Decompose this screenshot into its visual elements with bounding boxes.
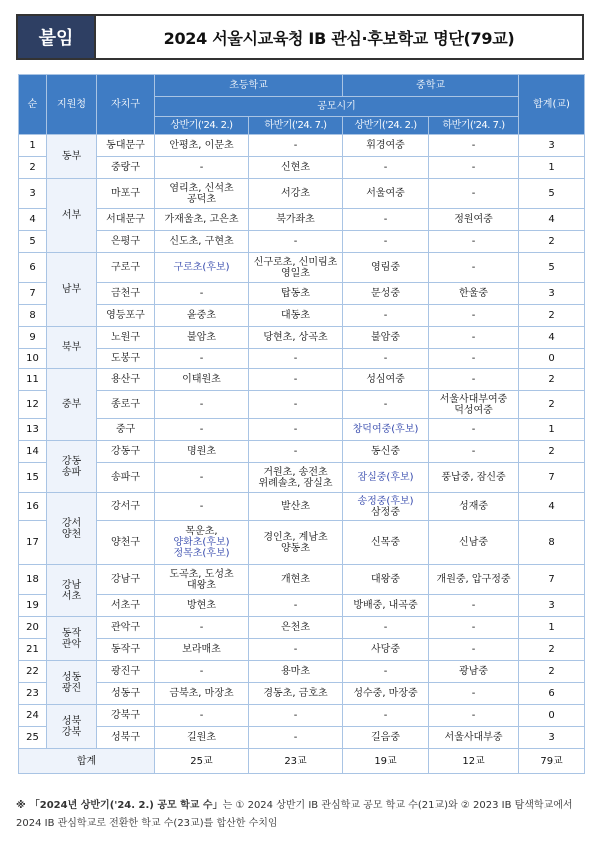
mid-h1-cell: - [343,349,429,369]
summary-elem-h1: 25교 [155,749,249,774]
header-recruit: 공모시기 [155,97,519,117]
elem-h1-cell: 구로초(후보) [155,253,249,283]
mid-h2-cell: 성재중 [429,493,519,521]
candidate-school: 양화초(후보) [173,537,230,548]
total-cell: 1 [519,617,585,639]
elem-h2-cell: - [249,727,343,749]
elem-h1-cell: - [155,705,249,727]
header-mid-h1: 상반기('24. 2.) [343,117,429,135]
district-cell: 중랑구 [97,157,155,179]
header-total: 합계(교) [519,75,585,135]
total-cell: 3 [519,595,585,617]
title-tag: 붙임 [18,16,96,58]
mid-h1-cell: - [343,661,429,683]
mid-h2-cell: - [429,369,519,391]
district-cell: 동대문구 [97,135,155,157]
total-cell: 2 [519,639,585,661]
mid-h1-cell: - [343,617,429,639]
header-district: 자치구 [97,75,155,135]
note-emphasis: 「2024년 상반기('24. 2.) 공모 학교 수」 [29,800,223,811]
mid-h2-cell: - [429,617,519,639]
total-cell: 5 [519,253,585,283]
row-no: 19 [19,595,47,617]
header-mid-h2: 하반기('24. 7.) [429,117,519,135]
elem-h1-cell: - [155,493,249,521]
mid-h2-cell: - [429,157,519,179]
total-cell: 3 [519,283,585,305]
mid-h1-cell: - [343,209,429,231]
row-no: 14 [19,441,47,463]
elem-h2-cell: 북가좌초 [249,209,343,231]
mid-h2-cell: - [429,305,519,327]
row-no: 7 [19,283,47,305]
summary-label: 합계 [19,749,155,774]
row-no: 25 [19,727,47,749]
total-cell: 4 [519,209,585,231]
office-cell: 중부 [47,369,97,441]
mid-h2-cell: 한울중 [429,283,519,305]
office-cell: 강서 양천 [47,493,97,565]
mid-h2-cell: - [429,639,519,661]
elem-h2-cell: 경인초, 계남초 양동초 [249,521,343,565]
elem-h2-cell: 신구로초, 신미림초 영일초 [249,253,343,283]
office-cell: 동작 관악 [47,617,97,661]
district-cell: 강북구 [97,705,155,727]
office-cell: 강남 서초 [47,565,97,617]
row-no: 22 [19,661,47,683]
elem-h2-cell: - [249,135,343,157]
row-no: 2 [19,157,47,179]
district-cell: 서대문구 [97,209,155,231]
elem-h1-cell [155,521,249,565]
district-cell: 성동구 [97,683,155,705]
district-cell: 관악구 [97,617,155,639]
elem-h1-cell: 금북초, 마장초 [155,683,249,705]
office-cell: 서부 [47,179,97,253]
header-elementary: 초등학교 [155,75,343,97]
elem-h2-cell: - [249,705,343,727]
mid-h2-cell: 정원여중 [429,209,519,231]
mid-h2-cell: - [429,441,519,463]
district-cell: 광진구 [97,661,155,683]
row-no: 18 [19,565,47,595]
row-no: 20 [19,617,47,639]
mid-h1-cell: 사당중 [343,639,429,661]
row-no: 8 [19,305,47,327]
mid-h2-cell: - [429,595,519,617]
header-elem-h1: 상반기('24. 2.) [155,117,249,135]
mid-h2-cell: - [429,419,519,441]
elem-h1-cell: 명원초 [155,441,249,463]
district-cell: 강남구 [97,565,155,595]
header-office: 지원청 [47,75,97,135]
elem-h2-cell: 신현초 [249,157,343,179]
mid-h1-cell: 방배중, 내곡중 [343,595,429,617]
mid-h1-cell: 신목중 [343,521,429,565]
elem-h2-cell: - [249,391,343,419]
row-no: 10 [19,349,47,369]
total-cell: 2 [519,661,585,683]
mid-h1-cell: 동신중 [343,441,429,463]
district-cell: 중구 [97,419,155,441]
district-cell: 도봉구 [97,349,155,369]
row-no: 11 [19,369,47,391]
mid-h2-cell: 개원중, 압구정중 [429,565,519,595]
elem-h2-cell: 발산초 [249,493,343,521]
elem-h1-cell: - [155,349,249,369]
elem-h2-cell: 대동초 [249,305,343,327]
total-cell: 7 [519,565,585,595]
district-cell: 노원구 [97,327,155,349]
district-cell: 양천구 [97,521,155,565]
mid-h2-cell: - [429,349,519,369]
district-cell: 성북구 [97,727,155,749]
mid-h2-cell: 서울사대부여중 덕성여중 [429,391,519,419]
mid-h2-cell: 광남중 [429,661,519,683]
total-cell: 4 [519,493,585,521]
district-cell: 구로구 [97,253,155,283]
row-no: 13 [19,419,47,441]
mid-h2-cell: - [429,705,519,727]
district-cell: 동작구 [97,639,155,661]
elem-h1-cell: - [155,661,249,683]
district-cell: 종로구 [97,391,155,419]
row-no: 16 [19,493,47,521]
candidate-school: 송정중(후보) [357,495,414,507]
mid-h2-cell: 신남중 [429,521,519,565]
row-no: 24 [19,705,47,727]
total-cell: 4 [519,327,585,349]
mid-h1-cell: 서울여중 [343,179,429,209]
elem-h1-cell: 윤중초 [155,305,249,327]
district-cell: 서초구 [97,595,155,617]
elem-h2-cell: 거원초, 송전초 위례솔초, 잠실초 [249,463,343,493]
mid-h1-cell: 문성중 [343,283,429,305]
district-cell: 용산구 [97,369,155,391]
mid-h1-cell: 창덕여중(후보) [343,419,429,441]
summary-mid-h1: 19교 [343,749,429,774]
office-cell: 강동 송파 [47,441,97,493]
elem-h1-cell: - [155,157,249,179]
office-cell: 북부 [47,327,97,369]
header-elem-h2: 하반기('24. 7.) [249,117,343,135]
mid-h1-cell: 휘경여중 [343,135,429,157]
elem-h1-cell: 도곡초, 도성초 대왕초 [155,565,249,595]
district-cell: 은평구 [97,231,155,253]
elem-h1-cell: 길원초 [155,727,249,749]
elem-h2-cell: - [249,369,343,391]
elem-h2-cell: - [249,419,343,441]
summary-elem-h2: 23교 [249,749,343,774]
total-cell: 0 [519,705,585,727]
elem-h1-cell: 방현초 [155,595,249,617]
summary-total: 79교 [519,749,585,774]
total-cell: 1 [519,419,585,441]
school-name: 목운초, [185,526,218,537]
total-cell: 2 [519,441,585,463]
district-cell: 강서구 [97,493,155,521]
elem-h2-cell: 당현초, 상곡초 [249,327,343,349]
elem-h1-cell: 이태원초 [155,369,249,391]
mid-h2-cell: 서울사대부중 [429,727,519,749]
elem-h2-cell: - [249,441,343,463]
mid-h1-cell: - [343,157,429,179]
mid-h1-cell: 성수중, 마장중 [343,683,429,705]
elem-h1-cell: 불암초 [155,327,249,349]
office-cell: 동부 [47,135,97,179]
row-no: 15 [19,463,47,493]
elem-h2-cell: - [249,231,343,253]
total-cell: 2 [519,305,585,327]
note-mark: ※ [16,800,26,811]
elem-h2-cell: 용마초 [249,661,343,683]
elem-h1-cell: - [155,391,249,419]
mid-h1-cell: 길음중 [343,727,429,749]
total-cell: 8 [519,521,585,565]
elem-h1-cell: 가재울초, 고은초 [155,209,249,231]
elem-h2-cell: 경동초, 금호초 [249,683,343,705]
row-no: 5 [19,231,47,253]
elem-h2-cell: 탑동초 [249,283,343,305]
total-cell: 3 [519,135,585,157]
elem-h2-cell: - [249,349,343,369]
mid-h1-cell: 잠실중(후보) [343,463,429,493]
elem-h2-cell: - [249,639,343,661]
district-cell: 마포구 [97,179,155,209]
row-no: 21 [19,639,47,661]
elem-h2-cell: 서강초 [249,179,343,209]
summary-row [19,749,585,774]
elem-h1-cell: - [155,419,249,441]
summary-mid-h2: 12교 [429,749,519,774]
total-cell: 7 [519,463,585,493]
mid-h1-cell: - [343,705,429,727]
elem-h2-cell: - [249,595,343,617]
elem-h1-cell: 신도초, 구현초 [155,231,249,253]
district-cell: 금천구 [97,283,155,305]
row-no: 1 [19,135,47,157]
mid-h1-cell [343,493,429,521]
total-cell: 1 [519,157,585,179]
title-box [16,14,584,60]
district-cell: 강동구 [97,441,155,463]
row-no: 4 [19,209,47,231]
header-middle: 중학교 [343,75,519,97]
total-cell: 2 [519,391,585,419]
total-cell: 6 [519,683,585,705]
school-name: 삼정중 [371,506,400,518]
office-cell: 성북 강북 [47,705,97,749]
total-cell: 5 [519,179,585,209]
elem-h1-cell: 보라매초 [155,639,249,661]
office-cell: 남부 [47,253,97,327]
row-no: 12 [19,391,47,419]
elem-h1-cell: - [155,617,249,639]
elem-h1-cell: 염리초, 신석초 공덕초 [155,179,249,209]
row-no: 6 [19,253,47,283]
total-cell: 2 [519,231,585,253]
mid-h2-cell: - [429,231,519,253]
mid-h2-cell: - [429,327,519,349]
row-no: 23 [19,683,47,705]
mid-h1-cell: 대왕중 [343,565,429,595]
elem-h1-cell: - [155,283,249,305]
mid-h1-cell: 성심여중 [343,369,429,391]
page-title: 2024 서울시교육청 IB 관심·후보학교 명단(79교) [163,28,515,48]
mid-h1-cell: 불암중 [343,327,429,349]
row-no: 17 [19,521,47,565]
mid-h1-cell: - [343,305,429,327]
district-cell: 영등포구 [97,305,155,327]
mid-h2-cell: - [429,179,519,209]
total-cell: 0 [519,349,585,369]
mid-h1-cell: 영림중 [343,253,429,283]
office-cell: 성동 광진 [47,661,97,705]
total-cell: 3 [519,727,585,749]
elem-h2-cell: 개현초 [249,565,343,595]
note-text: 는 ① 2024 상반기 IB 관심학교 공모 학교 수(21교)와 ② 2023 IB 탐색학교에서 2024 IB 관심학교로 전환한 학교 수(23교)를 합산한 수치임 [16,800,573,829]
district-cell: 송파구 [97,463,155,493]
elem-h2-cell: 은천초 [249,617,343,639]
row-no: 3 [19,179,47,209]
candidate-school: 정목초(후보) [173,548,230,559]
elem-h1-cell: 안평초, 이문초 [155,135,249,157]
total-cell: 2 [519,369,585,391]
row-no: 9 [19,327,47,349]
header-no: 순 [19,75,47,135]
elem-h1-cell: - [155,463,249,493]
footnote [16,797,586,833]
mid-h2-cell: - [429,683,519,705]
mid-h1-cell: - [343,391,429,419]
school-table [18,74,585,774]
mid-h2-cell: - [429,135,519,157]
mid-h2-cell: 풍납중, 잠신중 [429,463,519,493]
mid-h2-cell: - [429,253,519,283]
mid-h1-cell: - [343,231,429,253]
